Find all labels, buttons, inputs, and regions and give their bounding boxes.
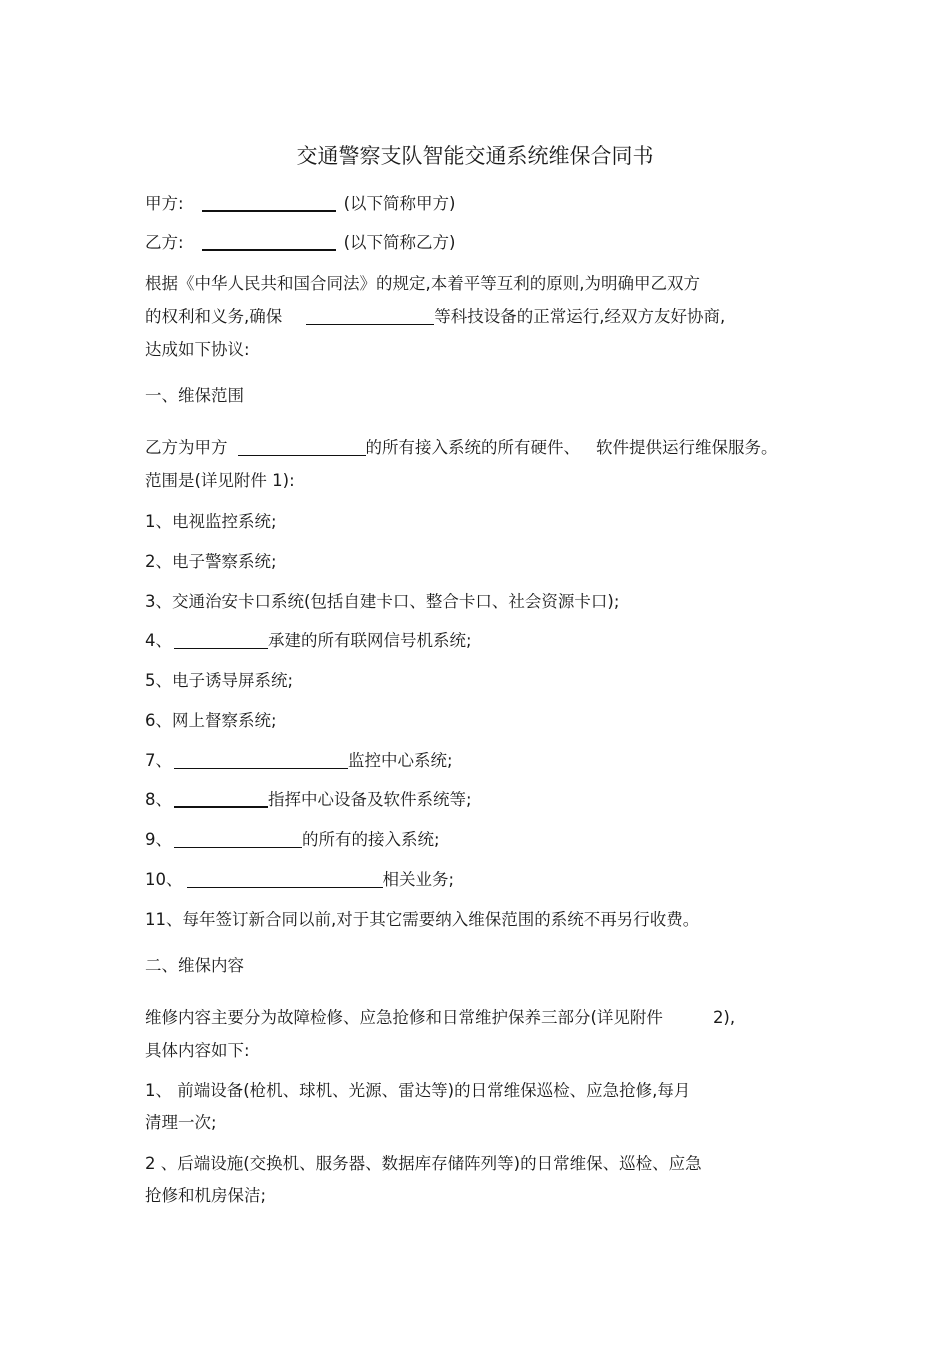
scope-item-text: 电子警察系统; (172, 552, 277, 571)
scope-item-11 (145, 909, 699, 931)
scope-item-text: 的所有的接入系统; (302, 830, 440, 849)
party-b-suffix: (以下简称乙方) (343, 233, 456, 252)
scope-item-10 (145, 869, 454, 891)
scope-item-text: 电视监控系统; (172, 512, 277, 531)
party-a-label: 甲方: (145, 194, 184, 213)
scope-item-text: 网上督察系统; (172, 711, 277, 730)
preamble-blank (306, 307, 434, 325)
scope-item-1 (145, 511, 277, 533)
scope-item-4 (145, 630, 472, 652)
preamble-line-1: 根据《中华人民共和国合同法》的规定,本着平等互利的原则,为明确甲乙双方 (145, 274, 700, 293)
content-item-2-line-2: 抢修和机房保洁; (145, 1186, 267, 1205)
section-1-heading: 一、维保范围 (145, 386, 244, 405)
scope-item-text: 承建的所有联网信号机系统; (268, 631, 472, 650)
scope-item-10-blank (187, 870, 383, 888)
scope-item-6 (145, 710, 277, 732)
party-b-line (145, 232, 455, 254)
preamble-line-2-post: 等科技设备的正常运行,经双方友好协商, (434, 307, 726, 326)
section-2-intro-pre: 维修内容主要分为故障检修、应急抢修和日常维护保养三部分(详见附件 (145, 1008, 663, 1027)
content-item-1-line-1: 1、 前端设备(枪机、球机、光源、雷达等)的日常维保巡检、应急抢修,每月 (145, 1081, 691, 1100)
scope-item-5 (145, 670, 293, 692)
scope-item-text: 交通治安卡口系统(包括自建卡口、整合卡口、社会资源卡口); (172, 592, 620, 611)
scope-item-num: 4、 (145, 631, 172, 650)
scope-item-2 (145, 551, 277, 573)
scope-item-num: 8、 (145, 790, 172, 809)
section-2-intro-line-2: 具体内容如下: (145, 1041, 250, 1060)
scope-item-7 (145, 750, 453, 772)
scope-item-num: 2、 (145, 552, 172, 571)
section-1-intro-mid: 的所有接入系统的所有硬件、 (365, 438, 580, 457)
scope-item-8-blank (174, 789, 268, 808)
section-1-blank (238, 438, 366, 456)
scope-item-num: 11、 (145, 910, 183, 929)
scope-item-num: 3、 (145, 592, 172, 611)
scope-item-text: 指挥中心设备及软件系统等; (268, 790, 472, 809)
scope-item-text: 电子诱导屏系统; (172, 671, 294, 690)
scope-item-8 (145, 789, 472, 811)
scope-item-num: 1、 (145, 512, 172, 531)
scope-item-num: 5、 (145, 671, 172, 690)
scope-item-9-blank (174, 830, 302, 848)
scope-item-num: 6、 (145, 711, 172, 730)
party-a-suffix: (以下简称甲方) (343, 194, 456, 213)
content-item-1-line-2: 清理一次; (145, 1113, 217, 1132)
section-1-intro-pre: 乙方为甲方 (145, 438, 228, 457)
party-b-blank (202, 232, 336, 251)
section-1-intro-line-2: 范围是(详见附件 1): (145, 471, 295, 490)
scope-item-num: 7、 (145, 751, 172, 770)
preamble-line-2-pre: 的权利和义务,确保 (145, 307, 283, 326)
preamble-line-2 (145, 306, 725, 328)
scope-item-4-blank (174, 631, 268, 649)
section-2-intro-post: 2), (712, 1008, 736, 1027)
section-1-intro-post: 软件提供运行维保服务。 (596, 438, 778, 457)
scope-item-text: 相关业务; (382, 870, 455, 889)
party-b-label: 乙方: (145, 233, 184, 252)
scope-item-7-blank (174, 751, 348, 769)
scope-item-num: 10、 (145, 870, 183, 889)
scope-item-text: 监控中心系统; (348, 751, 453, 770)
scope-item-3 (145, 591, 619, 613)
party-a-blank (202, 193, 336, 212)
content-item-2-line-1: 2 、后端设施(交换机、服务器、数据库存储阵列等)的日常维保、巡检、应急 (145, 1154, 702, 1173)
page-title: 交通警察支队智能交通系统维保合同书 (296, 144, 654, 168)
section-2-intro (145, 1007, 735, 1029)
preamble-line-3: 达成如下协议: (145, 340, 250, 359)
section-1-intro (145, 437, 778, 459)
scope-item-text: 每年签订新合同以前,对于其它需要纳入维保范围的系统不再另行收费。 (182, 910, 700, 929)
scope-item-9 (145, 829, 440, 851)
section-2-heading: 二、维保内容 (145, 956, 244, 975)
scope-item-num: 9、 (145, 830, 172, 849)
party-a-line (145, 193, 455, 215)
